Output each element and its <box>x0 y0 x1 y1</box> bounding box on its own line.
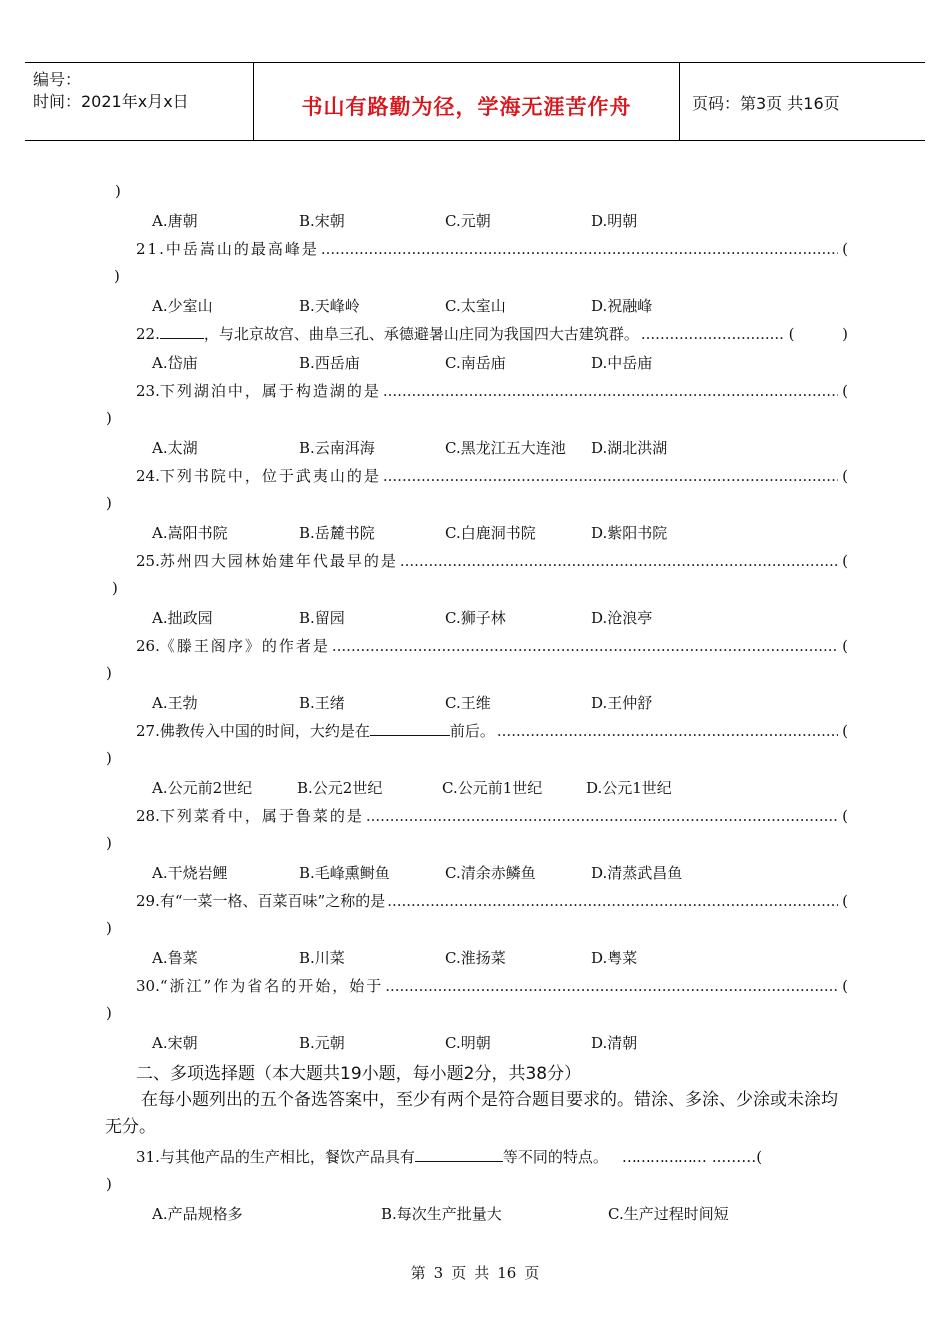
question-24 <box>136 465 848 485</box>
question-number: 28. <box>136 807 160 825</box>
option-d: D.湖北洪湖 <box>591 439 668 457</box>
option-d: D.中岳庙 <box>591 354 653 372</box>
option-c: C.南岳庙 <box>445 354 506 372</box>
paren-close: ) <box>112 579 118 597</box>
option-a: A.嵩阳书院 <box>152 524 228 542</box>
dot-leader <box>400 552 838 570</box>
option-b: B.毛峰熏鲥鱼 <box>299 864 390 882</box>
option-b: B.岳麓书院 <box>299 524 375 542</box>
paren-open: ( <box>842 807 848 825</box>
question-text: “浙江”作为省名的开始，始于 <box>159 977 384 995</box>
paren-open: ( <box>842 892 848 910</box>
paren-close: ) <box>106 919 112 937</box>
footer-text: 共 <box>474 1264 490 1282</box>
paren-close: ) <box>106 409 112 427</box>
option-b: B.元朝 <box>299 1034 345 1052</box>
question-number: 30. <box>136 977 160 995</box>
footer-text: 第 <box>410 1264 426 1282</box>
option-c: C.白鹿洞书院 <box>445 524 536 542</box>
question-number: 22. <box>136 325 160 343</box>
option-c: C.生产过程时间短 <box>608 1205 729 1223</box>
option-a: A.公元前2世纪 <box>152 779 253 797</box>
question-21 <box>136 238 848 258</box>
option-d: D.祝融峰 <box>591 297 653 315</box>
question-number: 25. <box>136 552 160 570</box>
option-b: B.云南洱海 <box>299 439 375 457</box>
option-d: D.王仲舒 <box>591 694 653 712</box>
option-a: A.少室山 <box>152 297 213 315</box>
question-31 <box>136 1146 848 1166</box>
option-c: C.王维 <box>445 694 491 712</box>
option-c: C.元朝 <box>445 212 491 230</box>
option-b: B.公元2世纪 <box>297 779 383 797</box>
paren-close: ) <box>106 1004 112 1022</box>
answer-blank <box>160 324 204 339</box>
question-number: 31. <box>136 1148 160 1166</box>
option-a: A.太湖 <box>152 439 198 457</box>
paren-close: ) <box>106 1175 112 1193</box>
paren-open: ...……( <box>711 1148 763 1166</box>
answer-blank <box>370 721 450 736</box>
dot-leader <box>497 722 838 740</box>
option-a: A.宋朝 <box>152 1034 198 1052</box>
question-29 <box>136 890 848 910</box>
paren-close: ) <box>114 267 120 285</box>
question-number: 27. <box>136 722 160 740</box>
footer-text: 页 <box>451 1264 467 1282</box>
question-27 <box>136 720 848 740</box>
question-text: ，与北京故宫、曲阜三孔、承德避暑山庄同为我国四大古建筑群。 <box>203 325 639 343</box>
dot-leader <box>321 240 838 258</box>
dot-leader <box>641 325 785 343</box>
question-26 <box>136 635 848 655</box>
option-a: A.拙政园 <box>152 609 213 627</box>
footer-total-pages: 16 <box>497 1264 517 1282</box>
option-c: C.太室山 <box>445 297 506 315</box>
question-30 <box>136 975 848 995</box>
question-text: 中岳嵩山的最高峰是 <box>165 240 319 258</box>
answer-parens: ( ) <box>788 325 848 343</box>
question-text: 下列书院中，位于武夷山的是 <box>159 467 381 485</box>
option-d: D.公元1世纪 <box>586 779 672 797</box>
paren-close: ) <box>106 494 112 512</box>
option-c: C.狮子林 <box>445 609 506 627</box>
section-instruction: 在每小题列出的五个备选答案中，至少有两个是符合题目要求的。错涂、多涂、少涂或未涂均无分。 <box>105 1090 838 1137</box>
option-a: A.产品规格多 <box>152 1205 243 1223</box>
question-text: 有“一菜一格、百菜百味”之称的是 <box>159 892 386 910</box>
question-number: 23. <box>136 382 160 400</box>
dot-leader <box>332 637 838 655</box>
option-c: C.清余赤鳞鱼 <box>445 864 536 882</box>
option-b: B.留园 <box>299 609 345 627</box>
paren-close: ) <box>106 834 112 852</box>
dot-leader <box>366 807 838 825</box>
paren-close: ) <box>115 182 121 200</box>
option-b: B.王绪 <box>299 694 345 712</box>
header-left-cell <box>25 63 254 140</box>
question-text-tail: 前后。 <box>449 722 495 740</box>
option-d: D.紫阳书院 <box>591 524 668 542</box>
option-d: D.明朝 <box>591 212 638 230</box>
option-d: D.沧浪亭 <box>591 609 653 627</box>
question-text: 佛教传入中国的时间，大约是在 <box>159 722 370 740</box>
question-number: 24. <box>136 467 160 485</box>
dot-leader <box>387 892 838 910</box>
option-a: A.干烧岩鲤 <box>152 864 228 882</box>
dot-leader <box>383 382 838 400</box>
dot-leader <box>385 977 838 995</box>
footer-page-number: 3 <box>433 1264 444 1282</box>
option-a: A.鲁菜 <box>152 949 198 967</box>
option-a: A.岱庙 <box>152 354 198 372</box>
paren-open: ( <box>842 977 848 995</box>
header-right-cell <box>680 63 925 140</box>
footer-text: 页 <box>524 1264 540 1282</box>
option-b: B.川菜 <box>299 949 345 967</box>
option-d: D.清朝 <box>591 1034 638 1052</box>
header-middle-cell <box>254 63 680 140</box>
question-text: 《滕王阁序》的作者是 <box>159 637 330 655</box>
question-28 <box>136 805 848 825</box>
document-header <box>25 62 925 141</box>
question-text: 下列菜肴中，属于鲁菜的是 <box>159 807 364 825</box>
option-a: A.王勃 <box>152 694 198 712</box>
question-number: 29. <box>136 892 160 910</box>
paren-open: ( <box>842 382 848 400</box>
option-b: B.每次生产批量大 <box>381 1205 502 1223</box>
option-c: C.公元前1世纪 <box>442 779 543 797</box>
paren-open: ( <box>842 240 848 258</box>
option-c: C.黑龙江五大连池 <box>445 439 566 457</box>
question-22 <box>136 323 848 343</box>
question-number: 26. <box>136 637 160 655</box>
question-text: 苏州四大园林始建年代最早的是 <box>159 552 398 570</box>
answer-blank <box>415 1147 503 1162</box>
date-label: 时间：2021年x月x日 <box>33 92 189 111</box>
paren-close: ) <box>106 664 112 682</box>
option-b: B.西岳庙 <box>299 354 360 372</box>
paren-close: ) <box>106 749 112 767</box>
option-d: D.粤菜 <box>591 949 638 967</box>
option-c: C.淮扬菜 <box>445 949 506 967</box>
option-c: C.明朝 <box>445 1034 491 1052</box>
paren-open: ( <box>842 467 848 485</box>
paren-open: ( <box>842 637 848 655</box>
question-text: 与其他产品的生产相比，餐饮产品具有 <box>159 1148 415 1166</box>
paren-open: ( <box>842 722 848 740</box>
paren-open: ( <box>842 552 848 570</box>
motto: 书山有路勤为径，学海无涯苦作舟 <box>301 95 632 119</box>
page-footer <box>0 1262 950 1283</box>
page-info: 页码：第3页 共16页 <box>692 94 840 113</box>
question-25 <box>136 550 848 570</box>
option-a: A.唐朝 <box>152 212 198 230</box>
section-heading: 二、多项选择题（本大题共19小题，每小题2分，共38分） <box>136 1064 582 1084</box>
code-label: 编号： <box>33 70 82 89</box>
question-text-tail: 等不同的特点。 <box>502 1148 608 1166</box>
question-text: 下列湖泊中，属于构造湖的是 <box>159 382 381 400</box>
option-b: B.宋朝 <box>299 212 345 230</box>
option-d: D.清蒸武昌鱼 <box>591 864 683 882</box>
question-23 <box>136 380 848 400</box>
option-b: B.天峰岭 <box>299 297 360 315</box>
question-number: 21. <box>136 240 166 258</box>
dot-leader <box>383 467 838 485</box>
ellipsis-leader: ……………… <box>621 1148 706 1166</box>
